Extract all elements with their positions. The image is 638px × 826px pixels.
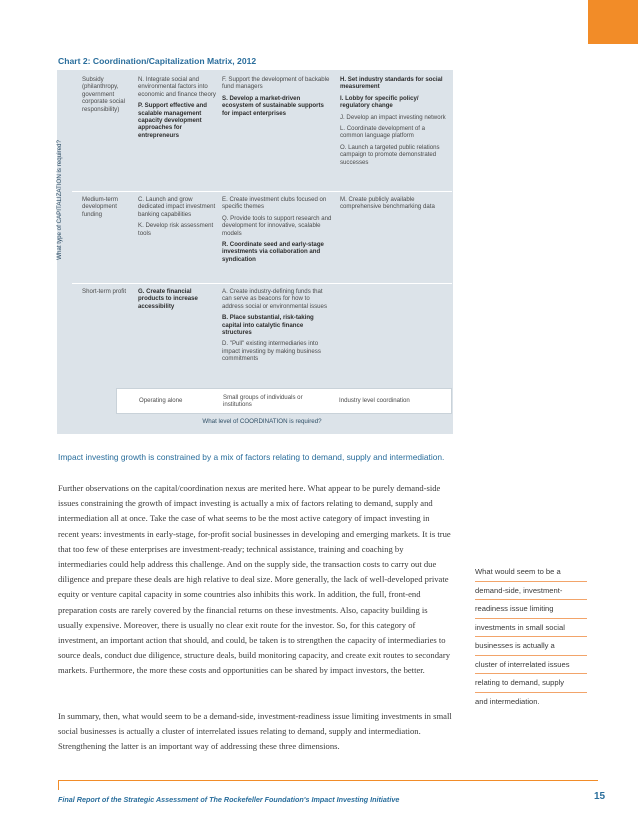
matrix-row-subsidy — [72, 72, 452, 192]
pull-quote-line: businesses is actually a — [475, 637, 587, 656]
matrix-item: L. Coordinate development of a common language platform — [340, 125, 426, 140]
row-label: Medium-term development funding — [82, 196, 118, 218]
pull-quote-line: What would seem to be a — [475, 563, 587, 582]
column-label-industry-level: Industry level coordination — [339, 397, 410, 404]
pull-quote-line: relating to demand, supply — [475, 674, 587, 693]
matrix-item: K. Develop risk assessment tools — [138, 222, 214, 237]
matrix-cell — [222, 196, 332, 267]
chart-title: Chart 2: Coordination/Capitalization Matrix, 2012 — [58, 56, 257, 66]
matrix-item: N. Integrate social and environmental factors into economic and finance theory — [138, 76, 216, 98]
matrix-item: A. Create industry-defining funds that can serve as beacons for how to address social or environmental issues — [222, 288, 327, 310]
matrix-item: I. Lobby for specific policy/ regulatory change — [340, 94, 419, 110]
pull-quote-line: readiness issue limiting — [475, 600, 587, 619]
body-paragraph-1: Further observations on the capital/coordination nexus are merited here. What appear to be purely demand-side issues constraining the growth of impact investing is actually a mix of factors relating to demand, supply and intermediation all at once. Take the case of what seems to be the most active category of impact investing in recent years: investments in early-stage, for-profit social businesses in developing and emerging markets. It is true that too few of these enterprises are investment-ready; technical assistance, training and coaching by intermediaries could help address this challenge. And on the supply side, the transaction costs to carry out due diligence and prepare these deals are high relative to deal size. More generally, the lack of well-developed private equity or venture capital capacity in some countries also inhibits this work. In addition, the full, front-end preparation costs are rarely covered by the financial returns on these investments. Also, capacity building is usually expensive. Moreover, there is usually no clear exit route for the investor. So, for this category of investment, an important action that should, and could, be taken is to strengthen the capacity of intermediaries to source deals, conduct due diligence, structure deals, build monitoring capacity, and create exit routes to secondary markets. Furthermore, the more these costs and opportunities can be shared by impact investors, the better. — [58, 483, 451, 676]
column-label-operating-alone: Operating alone — [139, 397, 183, 404]
corner-accent — [588, 0, 638, 44]
matrix-item: S. Develop a market-driven ecosystem of sustainable supports for impact enterprises — [222, 94, 324, 117]
matrix-row-short-term — [72, 284, 452, 388]
matrix-item: B. Place substantial, risk-taking capital into catalytic finance structures — [222, 314, 314, 337]
matrix-cell — [340, 196, 448, 215]
y-axis-label: What type of CAPITALIZATION is required? — [56, 140, 63, 260]
row-label: Short-term profit — [82, 288, 127, 295]
matrix-item: R. Coordinate seed and early-stage investments via collaboration and syndication — [222, 241, 324, 263]
pull-quote-line: demand-side, investment- — [475, 582, 587, 601]
footer-divider-tick — [58, 780, 59, 790]
matrix-cell — [138, 196, 216, 241]
column-label-small-groups: Small groups of individuals or institutions — [223, 394, 303, 408]
matrix-item: H. Set industry standards for social measurement — [340, 76, 443, 91]
pull-quote-line: and intermediation. — [475, 696, 540, 706]
matrix-item: F. Support the development of backable fund managers — [222, 76, 330, 91]
pull-quote-line: cluster of interrelated issues — [475, 656, 587, 675]
matrix-item: M. Create publicly available comprehensive benchmarking data — [340, 196, 435, 211]
matrix-cell — [138, 76, 216, 143]
footer-title: Final Report of the Strategic Assessment of The Rockefeller Foundation's Impact Investing Initiative — [58, 795, 400, 804]
matrix-item: G. Create financial products to increase accessibility — [138, 288, 198, 310]
pull-quote — [475, 563, 587, 710]
matrix-item: C. Launch and grow dedicated impact investment banking capabilities — [138, 196, 216, 218]
footer-divider — [58, 780, 598, 781]
matrix-item: E. Create investment clubs focused on specific themes — [222, 196, 327, 211]
matrix-item: Q. Provide tools to support research and development for innovative, scalable models — [222, 214, 332, 237]
page-number: 15 — [594, 791, 606, 802]
coordination-axis — [116, 388, 452, 414]
body-paragraph-2: In summary, then, what would seem to be a demand-side, investment-readiness issue limiting investments in small social businesses is actually a cluster of interrelated issues relating to demand, supply and intermediation. Strengthening the latter is an important way of addressing these three dimensions. — [58, 711, 452, 752]
row-label: Subsidy (philanthropy, government corporate social responsibility) — [82, 76, 126, 113]
matrix-cell — [138, 288, 216, 314]
matrix-cell — [222, 288, 332, 367]
matrix-row-medium-term — [72, 192, 452, 284]
highlight-statement: Impact investing growth is constrained by a mix of factors relating to demand, supply and intermediation. — [58, 452, 445, 462]
x-axis-label: What level of COORDINATION is required? — [202, 418, 322, 425]
pull-quote-line: investments in small social — [475, 619, 587, 638]
matrix-item: O. Launch a targeted public relations campaign to promote demonstrated successes — [340, 143, 440, 166]
matrix-cell — [340, 76, 448, 170]
matrix-item: J. Develop an impact investing network — [340, 113, 446, 121]
matrix-cell — [222, 76, 332, 121]
matrix-item: D. "Pull" existing intermediaries into impact investing by making business commitments — [222, 340, 321, 363]
matrix-item: P. Support effective and scalable management capacity development approaches for entrepreneurs — [138, 102, 207, 139]
